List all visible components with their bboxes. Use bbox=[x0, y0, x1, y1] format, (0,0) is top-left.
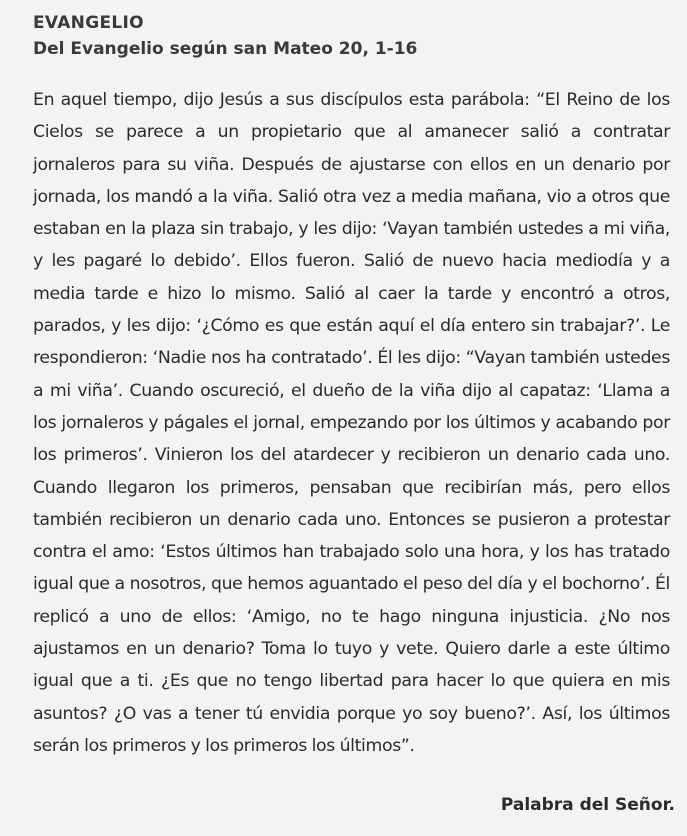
gospel-text: En aquel tiempo, dijo Jesús a sus discípulos esta parábola: “El Reino de los Cielos se parece a un propietario que al amanecer salió a contratar jornaleros para su viña. Después de ajustarse con ellos en un denario por jornada, los mandó a la viña. Salió otra vez a media mañana, vio a otros que estaban en la plaza sin trabajo, y les dijo: ‘Vayan también ustedes a mi viña, y les pagaré lo debido’. Ellos fueron. Salió de nuevo hacia mediodía y a media tarde e hizo lo mismo. Salió al caer la tarde y encontró a otros, parados, y les dijo: ‘¿Cómo es que están aquí el día entero sin trabajar?’. Le respondieron: ‘Nadie nos ha contratado’. Él les dijo: “Vayan también ustedes a mi viña’. Cuando oscureció, el dueño de la viña dijo al capataz: ‘Llama a los jornaleros y págales el jornal, empezando por los últimos y acabando por los primeros’. Vinieron los del atardecer y recibieron un denario cada uno. Cuando llegaron los primeros, pensaban que recibirían más, pero ellos también recibieron un denario cada uno. Entonces se pusieron a protestar contra el amo: ‘Estos últimos han trabajado solo una hora, y los has tratado igual que a nosotros, que hemos aguantado el peso del día y el bochorno’. Él replicó a uno de ellos: ‘Amigo, no te hago ninguna injusticia. ¿No nos ajustamos en un denario? Toma lo tuyo y vete. Quiero darle a este último igual que a ti. ¿Es que no tengo libertad para hacer lo que quiera en mis asuntos? ¿O vas a tener tú envidia porque yo soy bueno?’. Así, los últimos serán los primeros y los primeros los últimos”. bbox=[33, 90, 670, 756]
closing-acclamation: Palabra del Señor. bbox=[500, 795, 675, 815]
gospel-reference: Del Evangelio según san Mateo 20, 1-16 bbox=[33, 39, 418, 59]
section-label: EVANGELIO bbox=[33, 13, 144, 33]
